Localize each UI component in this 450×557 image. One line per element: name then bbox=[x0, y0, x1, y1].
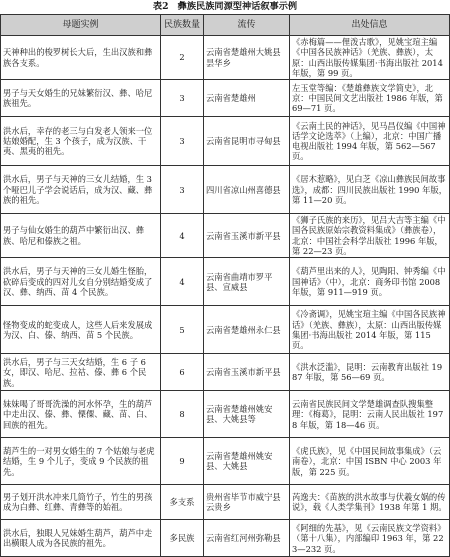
table-row bbox=[1, 485, 450, 520]
table-row bbox=[1, 214, 450, 258]
ethnic-count-cell: 多支系 bbox=[161, 485, 204, 520]
motif-cell: 怪物变成的蛇变成人，这些人后来发展成为汉、白、傣、纳西、苗 5 个民族。 bbox=[1, 306, 161, 354]
ethnic-count-cell: 8 bbox=[161, 391, 204, 438]
source-info-cell: 云南省民族民间文学楚雄调查队搜集整理：《梅葛》，昆明：云南人民出版社 1978 年版，第 18—46 页。 bbox=[290, 391, 450, 438]
motif-cell: 男子划开洪水冲来几筒竹子，竹生的男孩成为白彝、红彝、青彝等的始祖。 bbox=[1, 485, 161, 520]
ethnic-count-cell: 3 bbox=[161, 80, 204, 117]
circulation-place-cell: 云南省楚雄州 bbox=[204, 80, 290, 117]
source-info-cell: 《葫芦里出来的人》，见陶阳、钟秀编《中国神话》（中），北京：商务印书馆 2008 年版，第 911—919 页。 bbox=[290, 258, 450, 306]
source-info-cell: 芮逸夫：《苗族的洪水故事与伏羲女娲的传说》，载《人类学集刊》1938 年第 1 期。 bbox=[290, 485, 450, 520]
circulation-place-cell: 云南省玉溪市新平县 bbox=[204, 214, 290, 258]
source-info-cell: 《居木惹略》，见白芝《凉山彝族民间故事选》，成都：四川民族出版社 1990 年版，第 11—20 页。 bbox=[290, 166, 450, 214]
motif-cell: 洪水后，男子与三天女结婚，生 6 子 6 女，即汉、哈尼、拉祜、傣、彝 6 个民族。 bbox=[1, 354, 161, 391]
circulation-place-cell: 云南省玉溪市新平县 bbox=[204, 354, 290, 391]
motif-cell: 洪水后，幸存的老三与白发老人领来一位姑娘婚配，生 3 个孩子，成为汉族、干夷、黑夷的祖先。 bbox=[1, 117, 161, 166]
source-info-cell: 《赤梅篇——俚泼古歌》，见姚宝瑄主编《中国各民族神话》（羌族、彝族），太原：山西出版传媒集团·书海出版社 2014 年版，第 99 页。 bbox=[290, 36, 450, 80]
circulation-place-cell: 云南省楚雄州姚安县、大姚县等 bbox=[204, 391, 290, 438]
ethnic-count-cell: 4 bbox=[161, 258, 204, 306]
motif-cell: 妹妹喝了哥哥洗澡的河水怀孕，生的葫芦中走出汉、傣、彝、傈僳、藏、苗、白、回族的祖先。 bbox=[1, 391, 161, 438]
circulation-place-cell: 贵州省毕节市威宁县云贵乡 bbox=[204, 485, 290, 520]
circulation-place-cell: 云南省楚雄州永仁县 bbox=[204, 306, 290, 354]
table-row bbox=[1, 80, 450, 117]
ethnic-count-cell: 3 bbox=[161, 117, 204, 166]
column-header-source: 出处信息 bbox=[290, 15, 450, 36]
column-header-place: 流传 bbox=[204, 15, 290, 36]
table-body bbox=[1, 36, 450, 557]
ethnic-count-cell: 6 bbox=[161, 354, 204, 391]
table-header-row bbox=[1, 15, 450, 36]
motif-cell: 洪水后，独眼人兄妹婚生葫芦，葫芦中走出横眼人成为各民族的祖先。 bbox=[1, 520, 161, 557]
motif-cell: 洪水后，男子与天神的三女儿结婚，生 3 个哑巴儿子学会说话后，成为汉、藏、彝族的祖先。 bbox=[1, 166, 161, 214]
circulation-place-cell: 云南省楚雄州大姚县昙华乡 bbox=[204, 36, 290, 80]
table-row bbox=[1, 354, 450, 391]
ethnic-count-cell: 5 bbox=[161, 306, 204, 354]
ethnic-count-cell: 多民族 bbox=[161, 520, 204, 557]
ethnic-count-cell: 4 bbox=[161, 214, 204, 258]
table-row bbox=[1, 258, 450, 306]
circulation-place-cell: 云南省红河州弥勒县 bbox=[204, 520, 290, 557]
source-info-cell: 《云南土民的神话》，见马昌仪编《中国神话学文论选萃》（上编），北京：中国广播电视出版社 1994 年版，第 562—567 页。 bbox=[290, 117, 450, 166]
column-header-motif: 母题实例 bbox=[1, 15, 161, 36]
motif-cell: 男子与仙女婚生的葫芦中繁衍出汉、彝族、哈尼和傣族之祖。 bbox=[1, 214, 161, 258]
ethnic-count-cell: 9 bbox=[161, 438, 204, 485]
circulation-place-cell: 云南省昆明市寻甸县 bbox=[204, 117, 290, 166]
motif-cell: 天神种出的梭罗树长大后，生出汉族和彝族各支系。 bbox=[1, 36, 161, 80]
ethnic-count-cell: 3 bbox=[161, 166, 204, 214]
source-info-cell: 《阿细的先基》，见《云南民族文学资料》（第十八集），内部编印 1963 年，第 223—232 页。 bbox=[290, 520, 450, 557]
table-row bbox=[1, 438, 450, 485]
table-row bbox=[1, 520, 450, 557]
table-row bbox=[1, 166, 450, 214]
circulation-place-cell: 四川省凉山州喜德县 bbox=[204, 166, 290, 214]
table-row bbox=[1, 117, 450, 166]
table-row bbox=[1, 391, 450, 438]
source-info-cell: 《狮子氏族的来历》，见吕大吉等主编《中国各民族原始宗教资料集成》（彝族卷），北京：中国社会科学出版社 1996 年版，第 22—23 页。 bbox=[290, 214, 450, 258]
table-caption: 表2 彝族民族同源型神话叙事示例 bbox=[152, 1, 298, 12]
table-row bbox=[1, 306, 450, 354]
motif-cell: 男子与天女婚生的兄妹繁衍汉、彝、哈尼族祖先。 bbox=[1, 80, 161, 117]
column-header-count: 民族数量 bbox=[161, 15, 204, 36]
myth-table bbox=[0, 14, 450, 557]
source-info-cell: 《虎氏族》，见《中国民间故事集成》（云南卷），北京：中国 ISBN 中心 2003 年版，第 225 页。 bbox=[290, 438, 450, 485]
table-row bbox=[1, 36, 450, 80]
ethnic-count-cell: 2 bbox=[161, 36, 204, 80]
circulation-place-cell: 云南省楚雄州姚安县、大姚县 bbox=[204, 438, 290, 485]
motif-cell: 洪水后，男子与天神的三女儿婚生怪胎，砍碎后变成的四对儿女自分别结婚变成了汉、彝、纳西、苗 4 个民族。 bbox=[1, 258, 161, 306]
source-info-cell: 左玉堂等编：《楚雄彝族文学简史》，北京：中国民间文艺出版社 1986 年版，第 69—71 页。 bbox=[290, 80, 450, 117]
source-info-cell: 《冷斋调》，见姚宝瑄主编《中国各民族神话》（羌族、彝族），太原：山西出版传媒集团·书海出版社 2014 年版，第 115 页。 bbox=[290, 306, 450, 354]
source-info-cell: 《洪水泛滥》，昆明：云南教育出版社 1987 年版，第 56—69 页。 bbox=[290, 354, 450, 391]
circulation-place-cell: 云南省曲靖市罗平县、宣威县 bbox=[204, 258, 290, 306]
motif-cell: 葫芦生的一对男女婚生的 7 个姑娘与老虎结婚，生 9 个儿子，变成 9 个民族的祖先。 bbox=[1, 438, 161, 485]
